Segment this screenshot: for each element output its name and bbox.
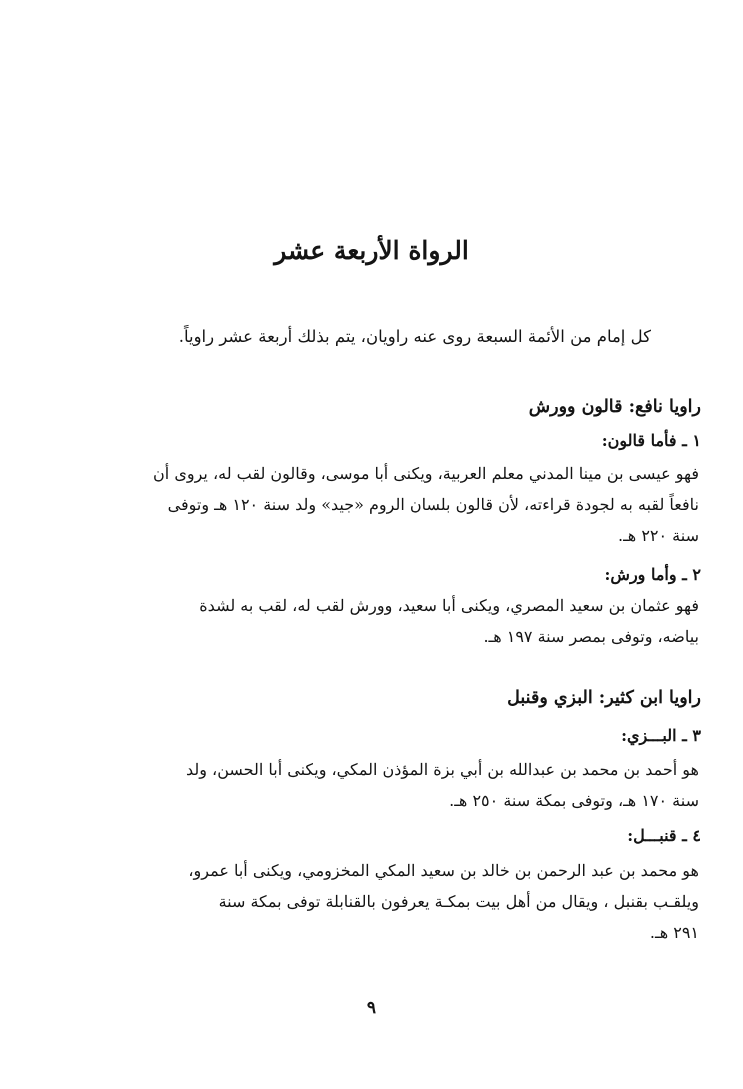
paragraph-line: ٢٩١ هـ.: [649, 923, 699, 942]
item-paragraph-qalun: [111, 458, 699, 551]
item-paragraph-qunbul: [111, 855, 699, 948]
paragraph-line: فهو عثمان بن سعيد المصري، ويكنى أبا سعيد، وورش لقب له، لقب به لشدة: [199, 596, 699, 615]
paragraph-line: فهو عيسى بن مينا المدني معلم العربية، ويكنى أبا موسى، وقالون لقب له، يروى أن: [153, 464, 699, 483]
intro-paragraph: كل إمام من الأئمة السبعة روى عنه راويان، يتم بذلك أربعة عشر راوياً.: [178, 327, 651, 346]
section-heading-nafi: راويا نافع: قالون وورش: [528, 397, 701, 417]
section-heading-ibn-kathir: راويا ابن كثير: البزي وقنبل: [507, 688, 701, 708]
item-paragraph-bazzi: [111, 754, 699, 816]
paragraph-line: سنة ١٧٠ هـ، وتوفى بمكة سنة ٢٥٠ هـ.: [449, 791, 699, 810]
item-heading-qalun: ١ ـ فأما قالون:: [601, 431, 701, 450]
paragraph-line: نافعاً لقبه به لجودة قراءته، لأن قالون بلسان الروم «جيد» ولد سنة ١٢٠ هـ وتوفى: [167, 495, 699, 514]
page-number: ٩: [366, 998, 377, 1018]
page-title: الرواة الأربعة عشر: [274, 236, 469, 265]
item-heading-qunbul: ٤ ـ قنبـــل:: [627, 826, 701, 845]
paragraph-line: بياضه، وتوفى بمصر سنة ١٩٧ هـ.: [483, 627, 699, 646]
item-paragraph-warsh: [111, 590, 699, 652]
paragraph-line: سنة ٢٢٠ هـ.: [618, 526, 699, 545]
item-heading-warsh: ٢ ـ وأما ورش:: [604, 565, 701, 584]
paragraph-line: هو محمد بن عبد الرحمن بن خالد بن سعيد المكي المخزومي، ويكنى أبا عمرو،: [188, 861, 699, 880]
paragraph-line: هو أحمد بن محمد بن عبدالله بن أبي بزة المؤذن المكي، ويكنى أبا الحسن، ولد: [185, 760, 699, 779]
paragraph-line: ويلقـب بقنبل ، ويقال من أهل بيت بمكـة يعرفون بالقنابلة توفى بمكة سنة: [218, 892, 699, 911]
item-heading-bazzi: ٣ ـ البـــزي:: [621, 726, 701, 745]
